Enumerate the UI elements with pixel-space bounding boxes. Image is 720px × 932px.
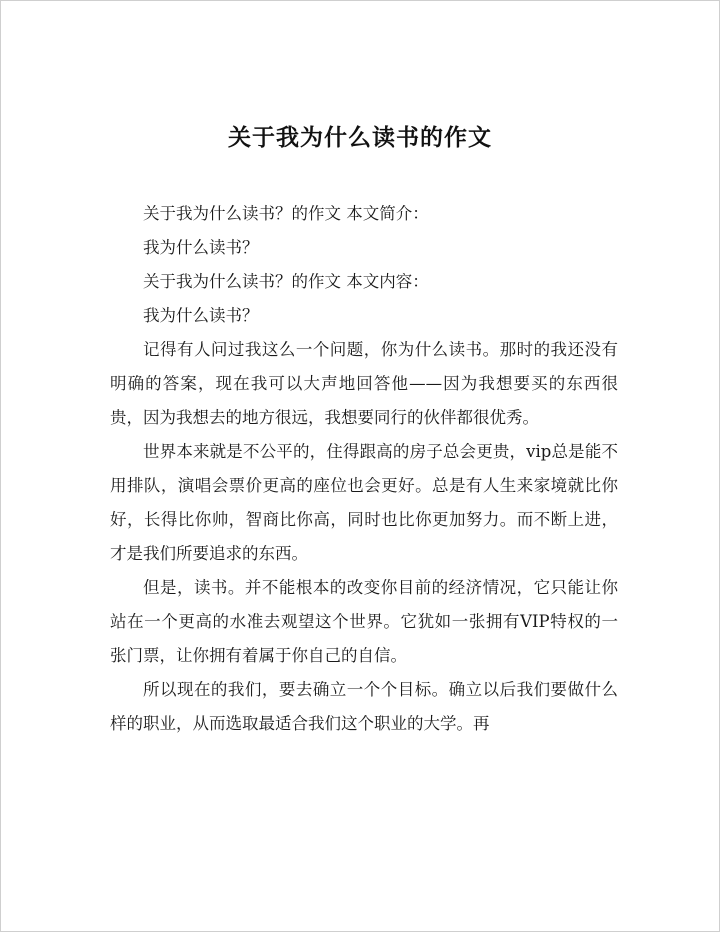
paragraph: 但是，读书。并不能根本的改变你目前的经济情况，它只能让你站在一个更高的水准去观望这个世界。它犹如一张拥有VIP特权的一张门票，让你拥有着属于你自己的自信。 bbox=[110, 578, 618, 665]
paragraph: 关于我为什么读书？的作文 本文内容： bbox=[143, 272, 429, 291]
paragraph: 关于我为什么读书？的作文 本文简介： bbox=[143, 204, 429, 223]
document-title: 关于我为什么读书的作文 bbox=[228, 124, 492, 151]
document-body bbox=[110, 197, 618, 741]
paragraph: 所以现在的我们，要去确立一个个目标。确立以后我们要做什么样的职业，从而选取最适合我们这个职业的大学。再 bbox=[110, 680, 618, 733]
paragraph: 我为什么读书？ bbox=[143, 238, 259, 257]
paragraph: 世界本来就是不公平的，住得跟高的房子总会更贵，vip总是能不用排队，演唱会票价更高的座位也会更好。总是有人生来家境就比你好，长得比你帅，智商比你高，同时也比你更加努力。而不断上进，才是我们所要追求的东西。 bbox=[110, 442, 618, 563]
paragraph: 记得有人问过我这么一个问题，你为什么读书。那时的我还没有明确的答案，现在我可以大声地回答他——因为我想要买的东西很贵，因为我想去的地方很远，我想要同行的伙伴都很优秀。 bbox=[110, 340, 618, 427]
paragraph: 我为什么读书？ bbox=[143, 306, 259, 325]
